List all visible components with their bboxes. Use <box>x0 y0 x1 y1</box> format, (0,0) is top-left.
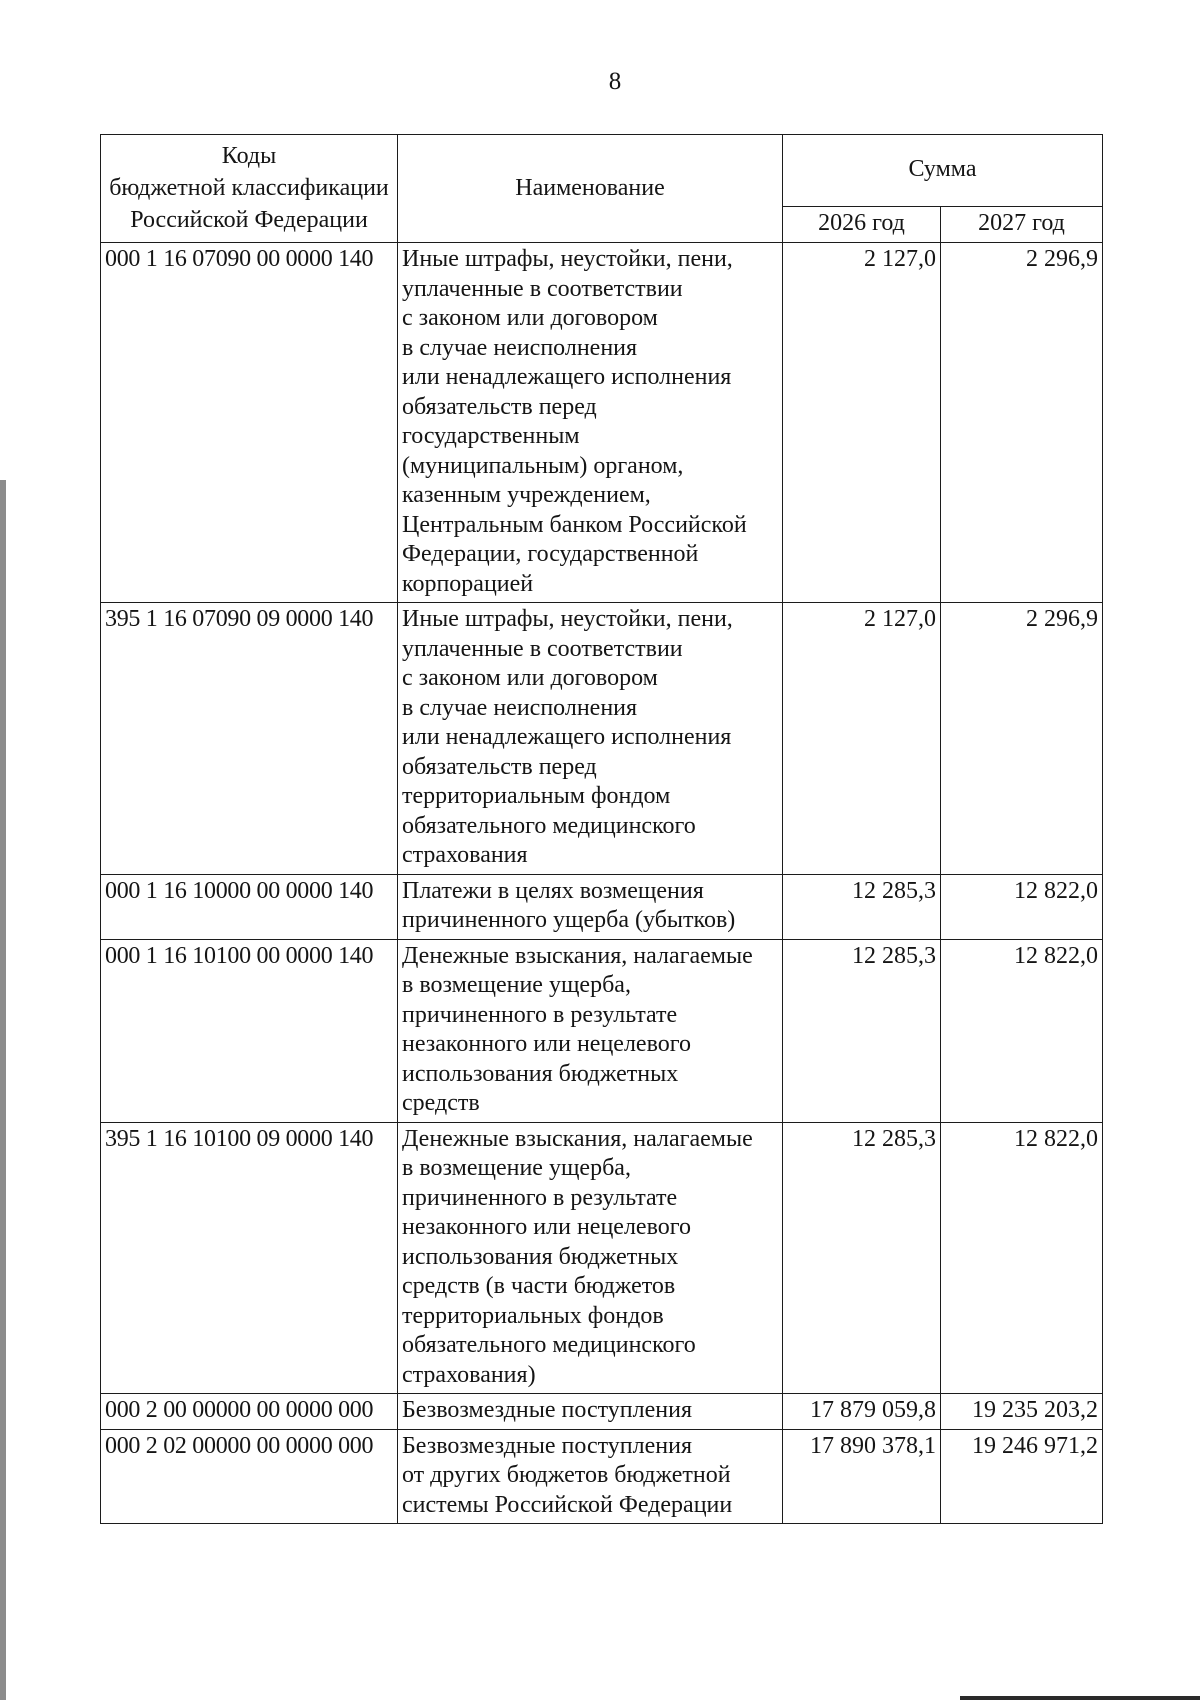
budget-code-cell: 000 1 16 07090 00 0000 140 <box>101 243 398 603</box>
item-name-cell <box>398 1394 783 1430</box>
item-name-line: в случае неисполнения <box>402 334 638 361</box>
item-name-line: или ненадлежащего исполнения <box>402 724 732 750</box>
table-row <box>101 243 1103 603</box>
item-name-cell <box>398 603 783 875</box>
budget-revenue-table <box>100 134 1103 1524</box>
item-name-line: Федерации, государственной <box>402 541 699 567</box>
item-name-line: Денежные взыскания, налагаемые <box>402 1125 753 1152</box>
header-code-line: Коды <box>221 143 277 169</box>
item-name-line: страхования <box>402 842 528 868</box>
item-name-cell <box>398 243 783 603</box>
item-name-line: средств <box>402 1090 480 1116</box>
item-name-line: Безвозмездные поступления <box>402 1432 692 1459</box>
table-body <box>101 243 1103 1524</box>
header-code <box>101 135 398 243</box>
item-name-line: страхования) <box>402 1361 536 1388</box>
item-name-line: причиненного в результате <box>402 1184 678 1211</box>
table-header <box>101 135 1103 243</box>
sum-2026-cell: 2 127,0 <box>783 243 941 603</box>
item-name-line: территориальных фондов <box>402 1302 664 1329</box>
item-name-cell <box>398 1429 783 1524</box>
sum-2027-cell: 19 235 203,2 <box>941 1394 1103 1430</box>
sum-2027-cell: 2 296,9 <box>941 243 1103 603</box>
item-name-line: или ненадлежащего исполнения <box>402 364 732 390</box>
item-name-line: обязательного медицинского <box>402 812 696 839</box>
item-name-line: обязательств перед <box>402 753 597 780</box>
budget-code-cell: 000 1 16 10100 00 0000 140 <box>101 939 398 1122</box>
table-row <box>101 939 1103 1122</box>
page-number: 8 <box>608 68 622 95</box>
table-row <box>101 1394 1103 1430</box>
item-name-line: в возмещение ущерба, <box>402 1155 631 1181</box>
sum-2026-cell: 12 285,3 <box>783 1122 941 1394</box>
item-name-line: использования бюджетных <box>402 1243 679 1270</box>
item-name-line: незаконного или нецелевого <box>402 1214 691 1240</box>
header-year-2026: 2026 год <box>783 207 941 243</box>
item-name-line: казенным учреждением, <box>402 482 651 508</box>
item-name-line: Иные штрафы, неустойки, пени, <box>402 246 733 272</box>
sum-2026-cell: 17 890 378,1 <box>783 1429 941 1524</box>
item-name-cell <box>398 939 783 1122</box>
budget-code-cell: 000 2 02 00000 00 0000 000 <box>101 1429 398 1524</box>
item-name-line: в случае неисполнения <box>402 694 638 721</box>
item-name-line: причиненного в результате <box>402 1001 678 1028</box>
item-name-line: с законом или договором <box>402 665 658 691</box>
sum-2026-cell: 12 285,3 <box>783 939 941 1122</box>
budget-code-cell: 395 1 16 10100 09 0000 140 <box>101 1122 398 1394</box>
sum-2027-cell: 2 296,9 <box>941 603 1103 875</box>
header-year-2027: 2027 год <box>941 207 1103 243</box>
item-name-line: использования бюджетных <box>402 1060 679 1087</box>
item-name-line: в возмещение ущерба, <box>402 972 631 998</box>
item-name-line: причиненного ущерба (убытков) <box>402 907 736 933</box>
scan-edge-shadow <box>0 480 6 1700</box>
budget-code-cell: 395 1 16 07090 09 0000 140 <box>101 603 398 875</box>
table-row <box>101 603 1103 875</box>
budget-code-cell: 000 1 16 10000 00 0000 140 <box>101 874 398 939</box>
item-name-line: государственным <box>402 423 580 449</box>
item-name-line: обязательств перед <box>402 393 597 420</box>
sum-2027-cell: 19 246 971,2 <box>941 1429 1103 1524</box>
item-name-cell <box>398 1122 783 1394</box>
item-name-line: Центральным банком Российской <box>402 511 747 538</box>
item-name-line: корпорацией <box>402 570 534 597</box>
item-name-cell <box>398 874 783 939</box>
item-name-line: от других бюджетов бюджетной <box>402 1462 731 1488</box>
header-code-line: бюджетной классификации <box>109 175 389 201</box>
header-name: Наименование <box>398 135 783 243</box>
table-row <box>101 1122 1103 1394</box>
item-name-line: Денежные взыскания, налагаемые <box>402 942 753 969</box>
item-name-line: обязательного медицинского <box>402 1332 696 1358</box>
sum-2026-cell: 2 127,0 <box>783 603 941 875</box>
item-name-line: Иные штрафы, неустойки, пени, <box>402 606 733 632</box>
item-name-line: уплаченные в соответствии <box>402 635 683 662</box>
item-name-line: средств (в части бюджетов <box>402 1273 676 1299</box>
sum-2026-cell: 17 879 059,8 <box>783 1394 941 1430</box>
budget-code-cell: 000 2 00 00000 00 0000 000 <box>101 1394 398 1430</box>
table-row <box>101 1429 1103 1524</box>
table-row <box>101 874 1103 939</box>
item-name-line: Платежи в целях возмещения <box>402 877 704 904</box>
item-name-line: с законом или договором <box>402 305 658 331</box>
sum-2026-cell: 12 285,3 <box>783 874 941 939</box>
item-name-line: системы Российской Федерации <box>402 1491 733 1518</box>
scan-bottom-edge <box>960 1696 1200 1700</box>
header-sum: Сумма <box>783 135 1103 207</box>
item-name-line: незаконного или нецелевого <box>402 1031 691 1057</box>
sum-2027-cell: 12 822,0 <box>941 1122 1103 1394</box>
item-name-line: уплаченные в соответствии <box>402 275 683 302</box>
item-name-line: территориальным фондом <box>402 783 671 809</box>
item-name-line: Безвозмездные поступления <box>402 1397 692 1423</box>
header-code-line: Российской Федерации <box>130 207 368 233</box>
sum-2027-cell: 12 822,0 <box>941 874 1103 939</box>
item-name-line: (муниципальным) органом, <box>402 452 684 479</box>
sum-2027-cell: 12 822,0 <box>941 939 1103 1122</box>
